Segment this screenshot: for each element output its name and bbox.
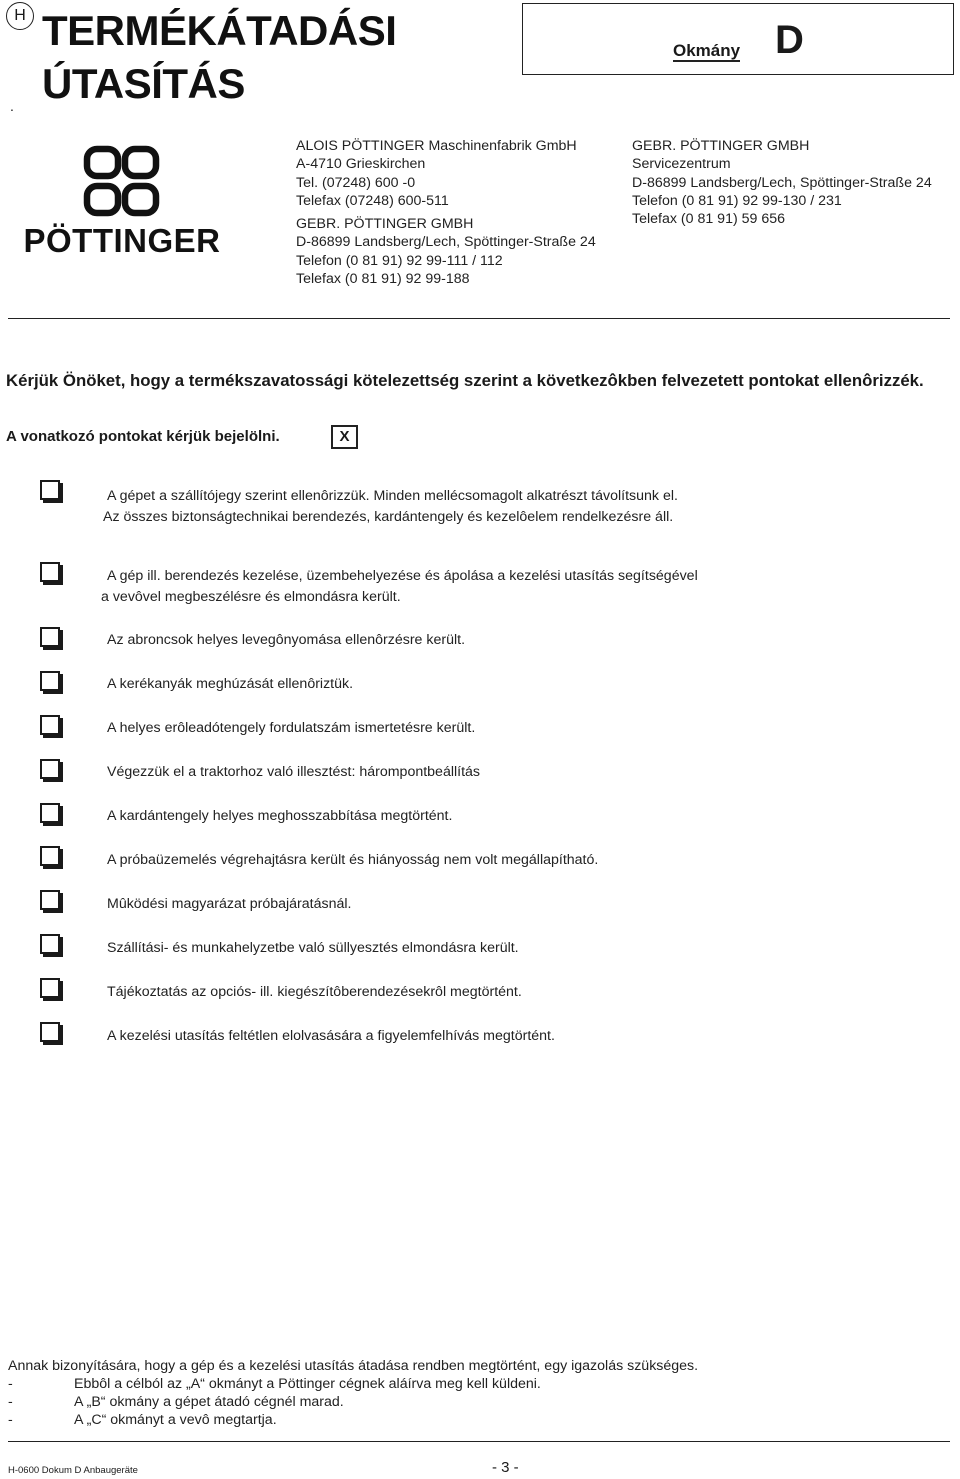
address-line: Tel. (07248) 600 -0 bbox=[296, 174, 416, 191]
checkbox[interactable] bbox=[40, 978, 60, 998]
checkbox[interactable] bbox=[40, 890, 60, 910]
page-title bbox=[42, 4, 396, 110]
checklist-item: Szállítási- és munkahelyzetbe való süllyesztés elmondásra került. bbox=[107, 940, 519, 956]
address-line: D-86899 Landsberg/Lech, Spöttinger-Straße 24 bbox=[296, 234, 596, 251]
document-letter: D bbox=[775, 18, 804, 62]
address-line: D-86899 Landsberg/Lech, Spöttinger-Straße 24 bbox=[632, 174, 932, 191]
checkbox[interactable] bbox=[40, 759, 60, 779]
checklist-item-line2: a vevôvel megbeszélésre és elmondásra került. bbox=[101, 589, 401, 605]
intro-text: Kérjük Önöket, hogy a termékszavatossági kötelezettség szerint a következôkben felvezetett pontokat ellenôrizzék. bbox=[6, 371, 924, 390]
note-bullet: - Ebbôl a célból az „A“ okmányt a Pöttinger cégnek aláírva meg kell küldeni. bbox=[8, 1376, 541, 1392]
checklist-item: A gépet a szállítójegy szerint ellenôrizzük. Minden mellécsomagolt alkatrészt távolítsunk el. bbox=[107, 488, 678, 504]
address-line: ALOIS PÖTTINGER Maschinenfabrik GmbH bbox=[296, 138, 577, 154]
footer-document-code: H-0600 Dokum D Anbaugeräte bbox=[8, 1465, 138, 1476]
checklist-item: A kezelési utasítás feltétlen elolvasására a figyelemfelhívás megtörtént. bbox=[107, 1028, 555, 1044]
checklist-item: Az abroncsok helyes levegônyomása ellenôrzésre került. bbox=[107, 632, 466, 648]
document-type-box bbox=[522, 3, 954, 75]
address-line: Telefax (0 81 91) 92 99-188 bbox=[296, 271, 470, 288]
example-checked-box: X bbox=[331, 425, 358, 449]
address-line: A-4710 Grieskirchen bbox=[296, 156, 426, 173]
checklist-item: A helyes erôleadótengely fordulatszám ismertetésre került. bbox=[107, 720, 476, 736]
checklist-item: A gép ill. berendezés kezelése, üzembehelyezése és ápolása a kezelési utasítás segítségével bbox=[107, 568, 698, 584]
page-number: - 3 - bbox=[492, 1459, 519, 1476]
checkbox[interactable] bbox=[40, 715, 60, 735]
address-line: Telefon (0 81 91) 92 99-111 / 112 bbox=[296, 252, 503, 269]
checkbox[interactable] bbox=[40, 1022, 60, 1042]
address-line: Telefax (0 81 91) 59 656 bbox=[632, 211, 786, 228]
checkbox[interactable] bbox=[40, 934, 60, 954]
title-line-1: TERMÉKÁTADÁSI bbox=[42, 7, 397, 54]
divider-top bbox=[8, 318, 950, 319]
checkbox[interactable] bbox=[40, 846, 60, 866]
checklist-item: A kerékanyák meghúzását ellenôriztük. bbox=[107, 676, 354, 692]
note-bullet: - A „C“ okmányt a vevô megtartja. bbox=[8, 1412, 277, 1428]
stray-dot: . bbox=[10, 98, 14, 114]
checklist-item: Mûködési magyarázat próbajáratásnál. bbox=[107, 896, 352, 912]
note-bullet: - A „B“ okmány a gépet átadó cégnél marad. bbox=[8, 1394, 344, 1410]
document-label: Okmány bbox=[673, 41, 741, 60]
address-line: Telefon (0 81 91) 92 99-130 / 231 bbox=[632, 192, 842, 209]
checkbox[interactable] bbox=[40, 627, 60, 647]
certification-note bbox=[8, 1357, 698, 1429]
divider-bottom bbox=[8, 1441, 950, 1442]
pottinger-logo-icon bbox=[8, 145, 236, 257]
checkbox[interactable] bbox=[40, 562, 60, 582]
note-intro: Annak bizonyítására, hogy a gép és a kezelési utasítás átadása rendben megtörtént, egy igazolás szükséges. bbox=[8, 1358, 699, 1374]
title-line-2: ÚTASÍTÁS bbox=[42, 60, 245, 107]
logo-text: PÖTTINGER bbox=[23, 222, 221, 257]
address-line: GEBR. PÖTTINGER GMBH bbox=[632, 138, 810, 154]
address-block-left bbox=[296, 137, 596, 288]
checklist-item: A próbaüzemelés végrehajtásra került és hiányosság nem volt megállapítható. bbox=[107, 852, 599, 868]
checklist-item: A kardántengely helyes meghosszabbítása megtörtént. bbox=[107, 808, 453, 824]
checkbox[interactable] bbox=[40, 480, 60, 500]
address-line: Telefax (07248) 600-511 bbox=[296, 192, 449, 209]
address-line: Servicezentrum bbox=[632, 156, 731, 173]
checkbox[interactable] bbox=[40, 803, 60, 823]
mark-instruction: A vonatkozó pontokat kérjük bejelölni. bbox=[6, 428, 280, 445]
checkbox[interactable] bbox=[40, 671, 60, 691]
address-block-right bbox=[632, 137, 932, 228]
address-line: GEBR. PÖTTINGER GMBH bbox=[296, 216, 474, 233]
checklist-item: Tájékoztatás az opciós- ill. kiegészítôberendezésekrôl megtörtént. bbox=[107, 984, 522, 1000]
language-badge: H bbox=[6, 2, 34, 30]
checklist-item: Végezzük el a traktorhoz való illesztést: hárompontbeállítás bbox=[107, 764, 481, 780]
checklist-item-line2: Az összes biztonságtechnikai berendezés, kardántengely és kezelôelem rendelkezésre áll. bbox=[103, 509, 674, 525]
